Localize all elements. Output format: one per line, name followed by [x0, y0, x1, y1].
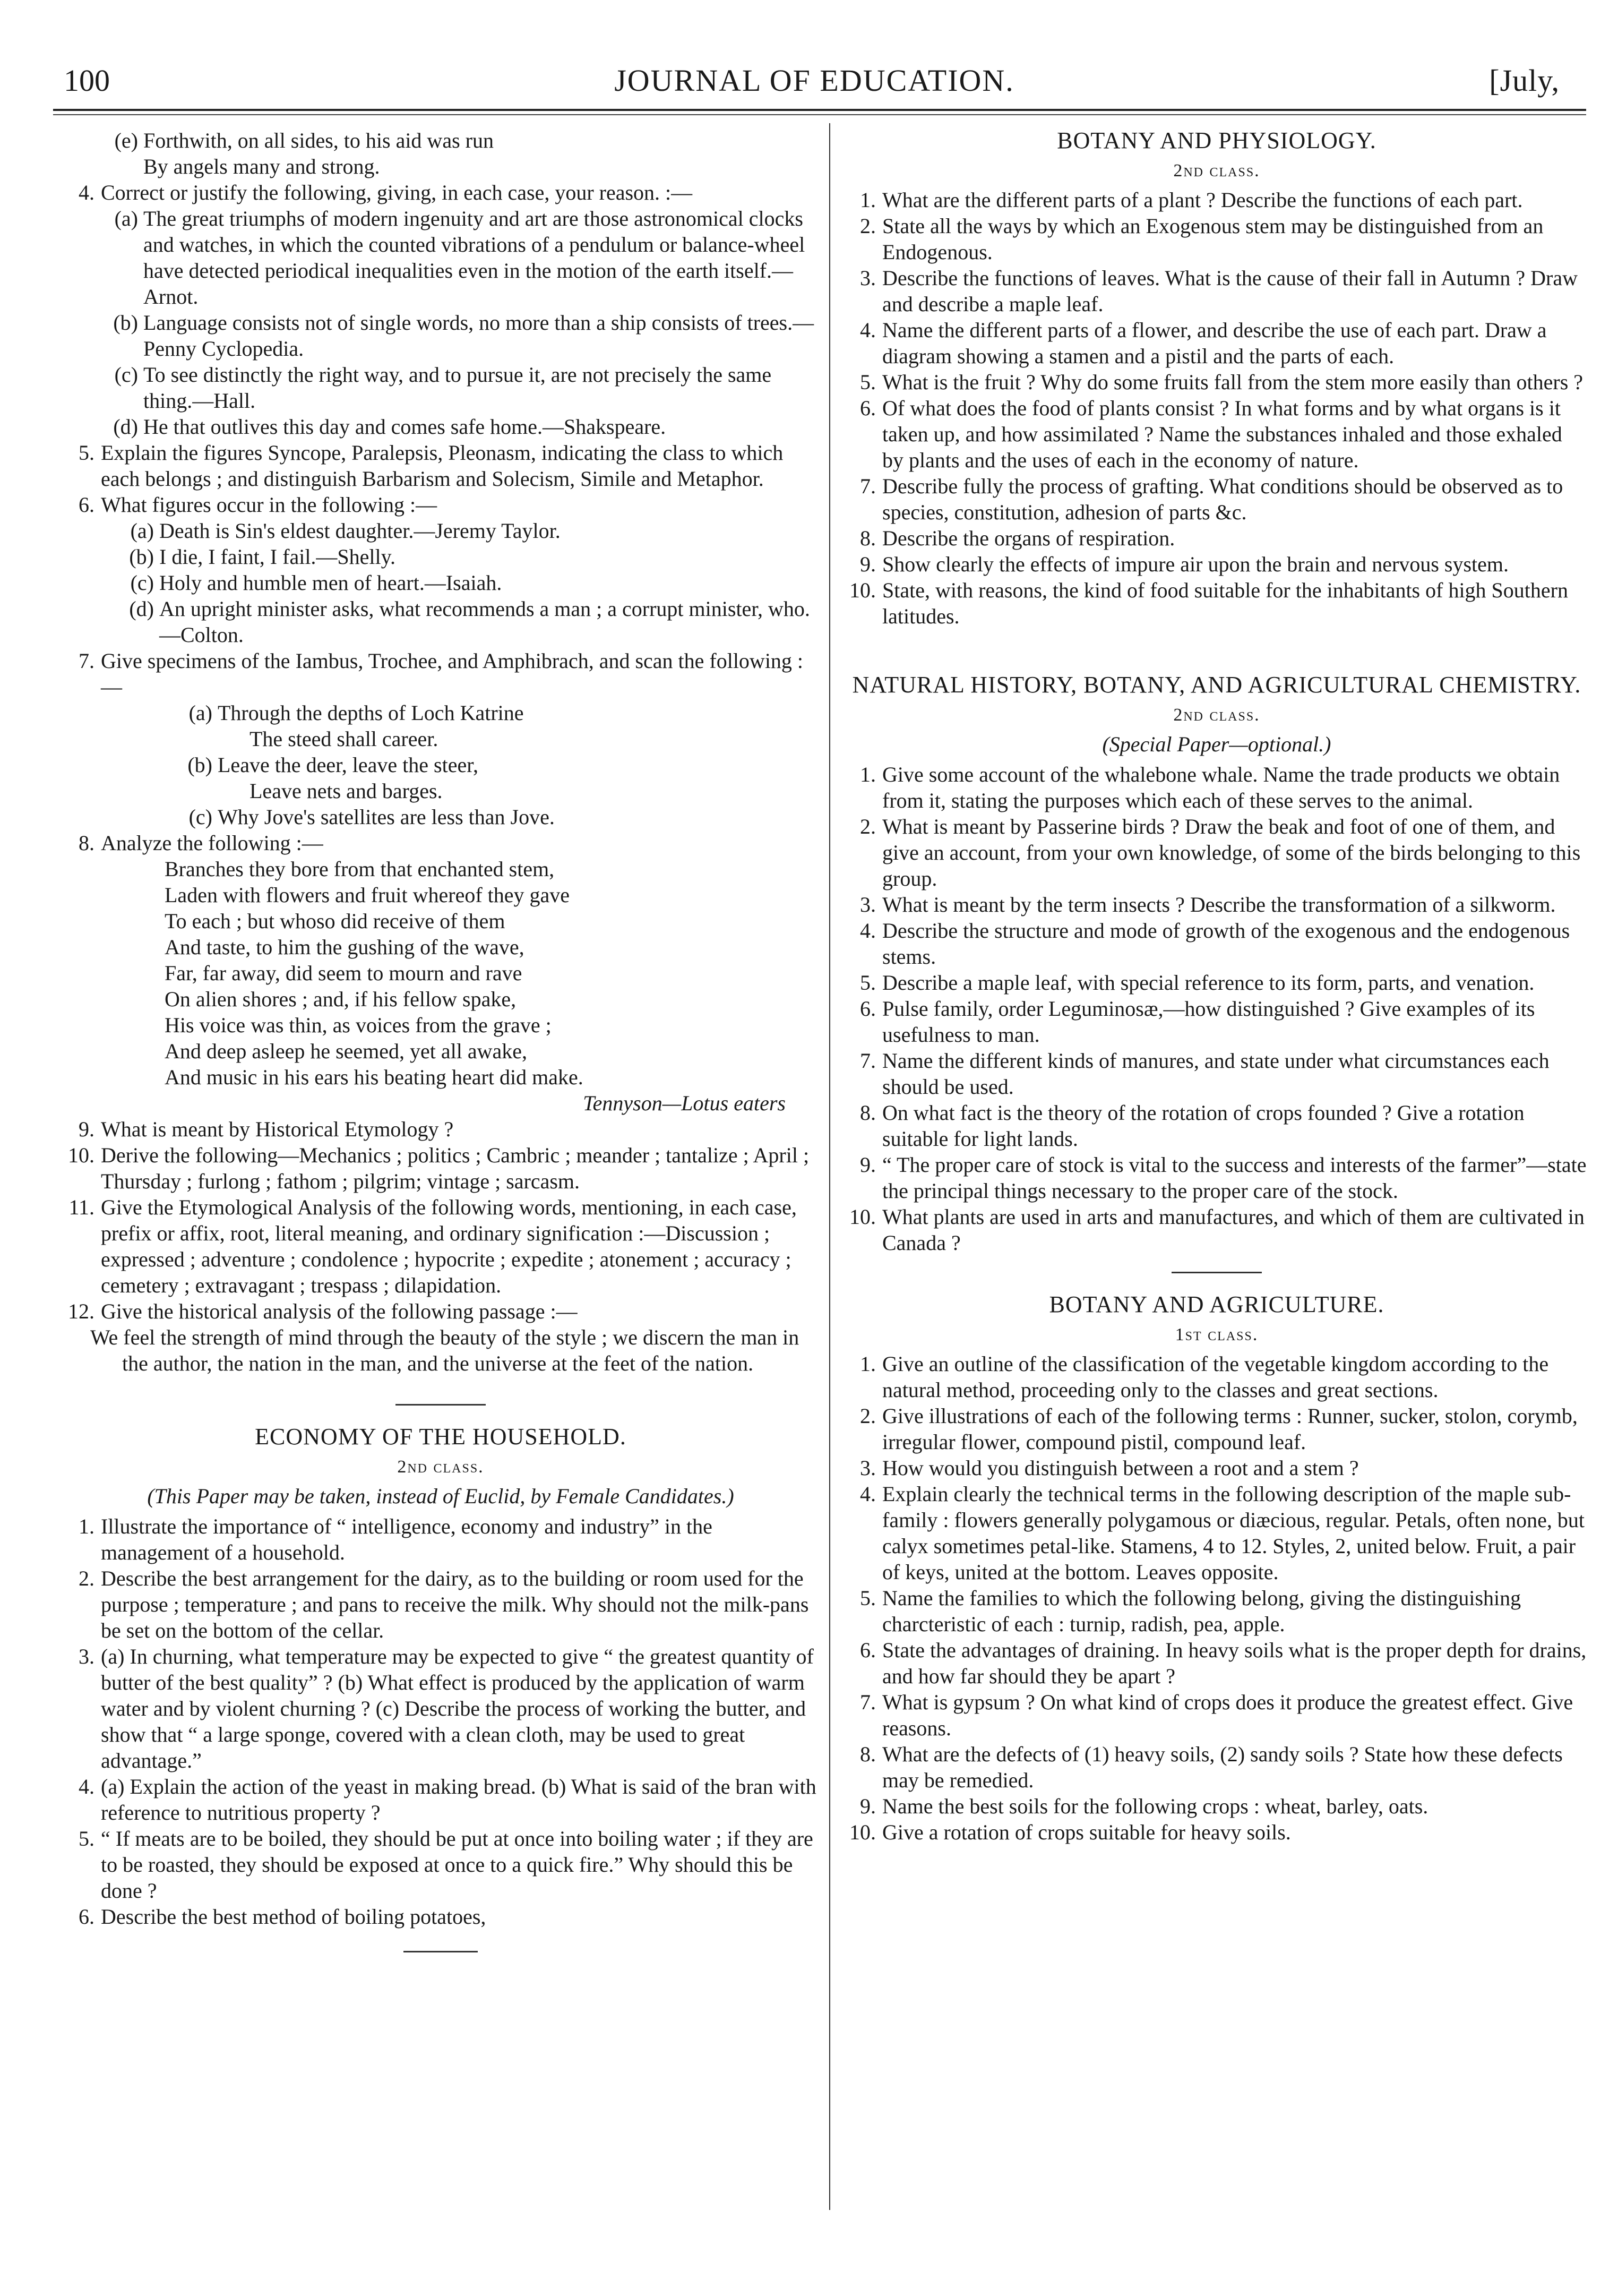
item-text: I die, I faint, I fail.—Shelly.: [159, 545, 396, 569]
item-letter: (d): [129, 597, 154, 621]
journal-title: JOURNAL OF EDUCATION.: [614, 63, 1014, 98]
question-text: Give a rotation of crops suitable for heavy soils.: [882, 1820, 1291, 1844]
list-item: [845, 1204, 1588, 1256]
question-text: What plants are used in arts and manufactures, and which of them are cultivated in Canada ?: [882, 1205, 1585, 1255]
section-class: 2nd class.: [1173, 705, 1260, 725]
question-text: Describe fully the process of grafting. What conditions should be observed as to species, constitution, adhesion of parts &c.: [882, 474, 1563, 524]
section-title-natural-history: NATURAL HISTORY, BOTANY, AND AGRICULTURAL CHEMISTRY.: [852, 672, 1581, 698]
list-item: [64, 1774, 817, 1826]
section-class: 1st class.: [1175, 1325, 1259, 1344]
question-text: Show clearly the effects of impure air upon the brain and nervous system.: [882, 552, 1509, 576]
item-letter: (c): [114, 363, 138, 387]
list-item: [845, 1741, 1588, 1793]
question-text: What is meant by the term insects ? Describe the transformation of a silkworm.: [882, 893, 1556, 916]
question-6b: [117, 544, 817, 570]
poem-block: [64, 856, 817, 1090]
question-6d: [117, 596, 817, 648]
passage-text: We feel the strength of mind through the beauty of the style ; we discern the man in the author, the nation in the man, and the universe at the feet of the nation.: [90, 1325, 799, 1375]
question-6: [64, 492, 817, 518]
question-9: [64, 1116, 817, 1142]
question-7c: [175, 804, 817, 830]
list-item: [845, 473, 1588, 525]
question-text: What is gypsum ? On what kind of crops does it produce the greatest effect. Give reasons.: [882, 1690, 1573, 1740]
list-item: [845, 369, 1588, 395]
question-number: 5.: [860, 1586, 876, 1610]
item-text: The great triumphs of modern ingenuity and art are those astronomical clocks and watches, in which the counted vibrations of a pendulum or balance-wheel have detected periodical inequalities even in the motion of the earth itself.—Arnot.: [143, 207, 805, 309]
question-text: On what fact is the theory of the rotation of crops founded ? Give a rotation suitable for light lands.: [882, 1101, 1525, 1151]
question-number: 10.: [849, 1820, 876, 1844]
question-10: [64, 1142, 817, 1194]
item-letter: (d): [113, 415, 138, 439]
question-text: Illustrate the importance of “ intelligence, economy and industry” in the management of a household.: [101, 1514, 712, 1564]
section-divider: [403, 1951, 478, 1952]
list-item: [845, 551, 1588, 577]
question-number: 8.: [860, 1742, 876, 1766]
question-number: 4.: [79, 181, 94, 204]
question-number: 2.: [860, 815, 876, 838]
question-number: 10.: [68, 1143, 94, 1167]
question-number: 12.: [68, 1299, 94, 1323]
section-class: 2nd class.: [1173, 161, 1260, 181]
page-number: 100: [64, 63, 110, 98]
question-number: 6.: [79, 493, 94, 517]
header-rule-thick: [53, 109, 1586, 111]
section-note: (This Paper may be taken, instead of Euclid, by Female Candidates.): [147, 1484, 734, 1508]
question-text: Name the different kinds of manures, and state under what circumstances each should be used.: [882, 1049, 1550, 1099]
question-11: [64, 1194, 817, 1298]
question-text: Give some account of the whalebone whale. Name the trade products we obtain from it, stating the purposes which each of these serves to the animal.: [882, 763, 1560, 812]
list-item: [64, 1513, 817, 1565]
item-text: To see distinctly the right way, and to pursue it, are not precisely the same thing.—Hall.: [143, 363, 772, 413]
list-item: [845, 996, 1588, 1048]
question-number: 4.: [860, 919, 876, 943]
list-item: [845, 1351, 1588, 1403]
question-number: 5.: [860, 370, 876, 394]
question-number: 2.: [860, 1404, 876, 1428]
header-rule-thin: [53, 114, 1586, 115]
list-item: [845, 1585, 1588, 1637]
question-number: 6.: [860, 1638, 876, 1662]
question-text: What is meant by Historical Etymology ?: [101, 1117, 454, 1141]
poem-line: On alien shores ; and, if his fellow spake,: [165, 987, 517, 1011]
question-number: 9.: [860, 1794, 876, 1818]
question-text: Of what does the food of plants consist ? In what forms and by what organs is it taken up, and how assimilated ? Name the substances inhaled and those exhaled by plants and the uses of each in the economy of nature.: [882, 396, 1562, 472]
poem-line: And music in his ears his beating heart did make.: [165, 1065, 583, 1089]
question-text: Describe a maple leaf, with special reference to its form, parts, and venation.: [882, 971, 1535, 995]
item-letter: (b): [187, 753, 212, 777]
question-number: 1.: [860, 1352, 876, 1376]
item-letter: (b): [113, 311, 138, 335]
question-text: “ The proper care of stock is vital to the success and interests of the farmer”—state the principal things necessary to the proper care of the stock.: [882, 1153, 1587, 1203]
question-text: Analyze the following :—: [101, 831, 323, 855]
question-text: Derive the following—Mechanics ; politics ; Cambric ; meander ; tantalize ; April ; Thursday ; furlong ; fathom ; pilgrim; vintage ; sarcasm.: [101, 1143, 810, 1193]
question-text: Describe the best method of boiling potatoes,: [101, 1905, 486, 1929]
right-column: [845, 127, 1588, 1845]
question-number: 9.: [860, 1153, 876, 1177]
question-text: (a) In churning, what temperature may be expected to give “ the greatest quantity of butter of the best quality” ? (b) What effect is produced by the application of warm water and by violent churning ? (c) Describe the process of working the butter, and show that “ a large sponge, covered with a clean cloth, may be used to great advantage.”: [101, 1644, 814, 1772]
question-4c: [101, 362, 817, 414]
question-number: 5.: [79, 441, 94, 465]
question-text: State all the ways by which an Exogenous stem may be distinguished from an Endogenous.: [882, 214, 1544, 264]
list-item: [845, 213, 1588, 265]
list-item: [64, 1643, 817, 1774]
question-5: [64, 440, 817, 492]
list-item: [845, 317, 1588, 369]
list-item: [845, 1100, 1588, 1152]
question-text: Explain clearly the technical terms in the following description of the maple sub-family : flowers generally polygamous or diæcious, regular. Petals, often none, but calyx sometimes petal-like. Stamens, 4 to 12. Styles, 2, united below. Fruit, a pair of keys, united at the bottom. Leaves opposite.: [882, 1482, 1585, 1584]
question-number: 8.: [860, 1101, 876, 1125]
list-item: [64, 1904, 817, 1930]
list-item: [845, 1152, 1588, 1204]
question-text: Pulse family, order Leguminosæ,—how distinguished ? Give examples of its usefulness to man.: [882, 997, 1535, 1047]
left-column: [64, 127, 817, 1952]
question-number: 7.: [860, 1690, 876, 1714]
list-item: [64, 1826, 817, 1904]
question-number: 1.: [860, 763, 876, 786]
list-item: [845, 761, 1588, 813]
question-number: 5.: [79, 1827, 94, 1850]
quote-line: Forthwith, on all sides, to his aid was run: [143, 128, 494, 152]
question-7b: [175, 752, 817, 804]
question-7: [64, 648, 817, 700]
question-number: 4.: [860, 318, 876, 342]
question-number: 1.: [860, 188, 876, 212]
item-letter: (c): [130, 571, 154, 595]
poem-line: Laden with flowers and fruit whereof they gave: [165, 883, 570, 907]
verse-line: The steed shall career.: [249, 727, 438, 751]
quote-line: By angels many and strong.: [143, 155, 380, 178]
section-title-economy: ECONOMY OF THE HOUSEHOLD.: [255, 1424, 626, 1450]
header-month: [July,: [1489, 63, 1560, 98]
item-text: Death is Sin's eldest daughter.—Jeremy Taylor.: [159, 519, 561, 543]
list-item: [845, 1637, 1588, 1689]
list-item: [845, 1403, 1588, 1455]
section-note: (Special Paper—optional.): [1102, 732, 1331, 756]
list-item: [64, 1565, 817, 1643]
list-item: [845, 1689, 1588, 1741]
question-text: Name the different parts of a flower, and describe the use of each part. Draw a diagram showing a stamen and a pistil and the parts of each.: [882, 318, 1547, 368]
question-4b: [101, 310, 817, 362]
question-number: 2.: [79, 1566, 94, 1590]
question-7a: [175, 700, 817, 752]
item-letter: (e): [114, 128, 138, 152]
question-4e-continued: [101, 127, 817, 179]
poem-line: And deep asleep he seemed, yet all awake,: [165, 1039, 528, 1063]
question-number: 8.: [79, 831, 94, 855]
question-8: [64, 830, 817, 856]
question-number: 6.: [860, 997, 876, 1021]
question-text: How would you distinguish between a root and a stem ?: [882, 1456, 1359, 1480]
question-number: 10.: [849, 578, 876, 602]
question-number: 3.: [860, 1456, 876, 1480]
item-letter: (a): [188, 701, 212, 725]
question-text: What are the defects of (1) heavy soils, (2) sandy soils ? State how these defects may be remedied.: [882, 1742, 1563, 1792]
item-text: Language consists not of single words, no more than a ship consists of trees.—Penny Cyclopedia.: [143, 311, 814, 361]
question-text: Give the historical analysis of the following passage :—: [101, 1299, 578, 1323]
question-6a: [117, 518, 817, 544]
question-number: 8.: [860, 526, 876, 550]
question-4: [64, 179, 817, 205]
list-item: [845, 1048, 1588, 1100]
list-item: [845, 918, 1588, 970]
question-number: 5.: [860, 971, 876, 995]
question-text: Describe the best arrangement for the dairy, as to the building or room used for the purpose ; temperature ; and pans to receive the milk. Why should not the milk-pans be set on the bottom of the cellar.: [101, 1566, 809, 1642]
question-text: What is meant by Passerine birds ? Draw the beak and foot of one of them, and give an account, from your own knowledge, of some of the birds belonging to this group.: [882, 815, 1581, 890]
question-number: 7.: [860, 474, 876, 498]
list-item: [845, 1819, 1588, 1845]
verse-line: Why Jove's satellites are less than Jove.: [218, 805, 555, 829]
item-letter: (a): [114, 207, 138, 230]
question-number: 6.: [79, 1905, 94, 1929]
poem-line: And taste, to him the gushing of the wave,: [165, 935, 524, 959]
question-number: 3.: [860, 266, 876, 290]
question-text: What figures occur in the following :—: [101, 493, 437, 517]
question-text: State the advantages of draining. In heavy soils what is the proper depth for drains, and how far should they be apart ?: [882, 1638, 1587, 1688]
question-number: 7.: [860, 1049, 876, 1073]
list-item: [845, 970, 1588, 996]
question-text: Describe the structure and mode of growth of the exogenous and the endogenous stems.: [882, 919, 1570, 969]
list-item: [845, 1793, 1588, 1819]
question-text: (a) Explain the action of the yeast in making bread. (b) What is said of the bran with reference to nutritious property ?: [101, 1775, 816, 1824]
list-item: [845, 577, 1588, 629]
item-text: Holy and humble men of heart.—Isaiah.: [159, 571, 502, 595]
question-number: 11.: [68, 1195, 94, 1219]
page-header: [53, 63, 1576, 105]
question-text: Correct or justify the following, giving, in each case, your reason. :—: [101, 181, 693, 204]
item-letter: (a): [130, 519, 154, 543]
question-6c: [117, 570, 817, 596]
list-item: [845, 813, 1588, 892]
question-number: 6.: [860, 396, 876, 420]
poem-attribution: Tennyson—Lotus eaters: [583, 1091, 786, 1115]
question-number: 1.: [79, 1514, 94, 1538]
question-number: 9.: [860, 552, 876, 576]
list-item: [845, 525, 1588, 551]
question-4a: [101, 205, 817, 310]
question-number: 10.: [849, 1205, 876, 1229]
poem-line: His voice was thin, as voices from the grave ;: [165, 1013, 552, 1037]
section-title-botany-agriculture: BOTANY AND AGRICULTURE.: [1049, 1291, 1384, 1317]
list-item: [845, 1455, 1588, 1481]
question-number: 3.: [79, 1644, 94, 1668]
list-item: [845, 187, 1588, 213]
list-item: [845, 395, 1588, 473]
verse-line: Leave nets and barges.: [249, 779, 443, 803]
question-text: Describe the organs of respiration.: [882, 526, 1175, 550]
section-class: 2nd class.: [397, 1457, 484, 1477]
question-text: What is the fruit ? Why do some fruits fall from the stem more easily than others ?: [882, 370, 1583, 394]
item-text: An upright minister asks, what recommends a man ; a corrupt minister, who.—Colton.: [159, 597, 810, 647]
question-number: 4.: [860, 1482, 876, 1506]
question-text: Name the families to which the following belong, giving the distinguishing charcteristic of each : turnip, radish, pea, apple.: [882, 1586, 1521, 1636]
question-number: 3.: [860, 893, 876, 916]
column-divider: [829, 123, 830, 2210]
question-text: Give the Etymological Analysis of the following words, mentioning, in each case, prefix or affix, root, literal meaning, and ordinary signification :—Discussion ; expressed ; adventure ; condolence ; hypocrite ; expedite ; atonement ; accuracy ; cemetery ; extravagant ; trespass ; dilapidation.: [101, 1195, 797, 1297]
question-text: Describe the functions of leaves. What is the cause of their fall in Autumn ? Draw and describe a maple leaf.: [882, 266, 1578, 316]
question-text: Give specimens of the Iambus, Trochee, and Amphibrach, and scan the following :—: [101, 649, 804, 699]
question-number: 4.: [79, 1775, 94, 1798]
item-text: He that outlives this day and comes safe home.—Shakspeare.: [143, 415, 666, 439]
poem-line: To each ; but whoso did receive of them: [165, 909, 505, 933]
poem-line: Far, far away, did seem to mourn and rave: [165, 961, 522, 985]
question-text: State, with reasons, the kind of food suitable for the inhabitants of high Southern latitudes.: [882, 578, 1568, 628]
question-text: Name the best soils for the following crops : wheat, barley, oats.: [882, 1794, 1428, 1818]
section-title-botany-physiology: BOTANY AND PHYSIOLOGY.: [1057, 127, 1376, 153]
question-number: 7.: [79, 649, 94, 673]
question-text: Explain the figures Syncope, Paralepsis, Pleonasm, indicating the class to which each belongs ; and distinguish Barbarism and Solecism, Simile and Metaphor.: [101, 441, 784, 491]
list-item: [845, 265, 1588, 317]
question-4d: [101, 414, 817, 440]
verse-line: Leave the deer, leave the steer,: [218, 753, 478, 777]
question-number: 2.: [860, 214, 876, 238]
item-letter: (b): [129, 545, 154, 569]
question-12: [64, 1298, 817, 1324]
item-letter: (c): [188, 805, 212, 829]
question-text: What are the different parts of a plant ? Describe the functions of each part.: [882, 188, 1523, 212]
question-text: “ If meats are to be boiled, they should be put at once into boiling water ; if they are to be roasted, they should be exposed at once to a quick fire.” Why should this be done ?: [101, 1827, 813, 1903]
question-text: Give illustrations of each of the following terms : Runner, sucker, stolon, corymb, irregular flower, compound pistil, compound leaf.: [882, 1404, 1578, 1454]
list-item: [845, 892, 1588, 918]
list-item: [845, 1481, 1588, 1585]
question-number: 9.: [79, 1117, 94, 1141]
verse-line: Through the depths of Loch Katrine: [218, 701, 524, 725]
poem-line: Branches they bore from that enchanted stem,: [165, 857, 555, 881]
question-text: Give an outline of the classification of the vegetable kingdom according to the natural method, proceeding only to the classes and great sections.: [882, 1352, 1549, 1402]
